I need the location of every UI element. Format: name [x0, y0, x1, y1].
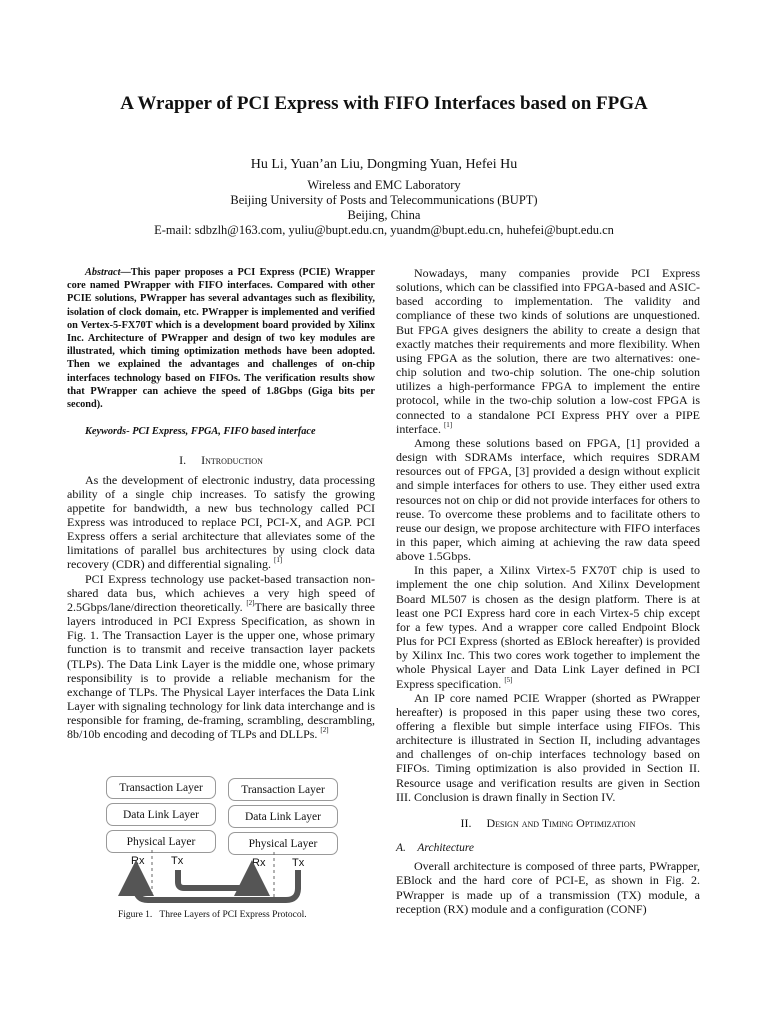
- body-paragraph: In this paper, a Xilinx Virtex-5 FX70T chip is used to implement the one chip solution. And Xilinx Development Board ML507 is chosen as the design platform. There is at least one PCI Express hard core in each Virtex-5 chip except for a few types. And a wrapper core called Endpoint Block Plus for PCI Express (shorted as EBlock hereafter) is provided by Xilinx Inc. This two cores work together to implement the whole Physical Layer and Data Link Layer defined in PCI Express specification. [5]: [396, 563, 700, 691]
- tx-label: Tx: [171, 855, 184, 867]
- abstract-text: —This paper proposes a PCI Express (PCIE) Wrapper core named PWrapper with FIFO interfaces. Compared with other PCIE solutions, PWrapper has several advantages such as flexibility, isolation of clock domain, etc. PWrapper is implemented and verified on Vertex-5-FX70T which is a development board provided by Xilinx Inc. Architecture of PWrapper and design of two key modules are illustrated, which timing optimization methods have been adopted. Then we explained the advantages and challenges of on-chip interfaces technology based on FIFOs. The verification results show that PWrapper can achieve the speed of 1.8Gbps (Giga bits per second).: [67, 267, 375, 411]
- abstract-label: Abstract: [85, 267, 121, 278]
- right-column: [396, 266, 700, 916]
- citation-ref: [1]: [274, 556, 283, 565]
- intro-paragraph-2: PCI Express technology use packet-based transaction non-shared data bus, which achieves a very high speed of 2.5Gbps/lane/direction theoretically. [2]There are basically three layers introduced in PCI Express Specification, as shown in Fig. 1. The Transaction Layer is the upper one, whose primary function is to transmit and receive transaction layer packets (TLPs). The Data Link Layer is the middle one, whose primary responsibility is to provide a reliable mechanism for the exchange of TLPs. The Physical Layer interfaces the Data Link Layer with signaling technology for link data interchange and is responsible for framing, de-framing, scrambling, descrambling, 8b/10b encoding and decoding of TLPs and DLLPs. [2]: [67, 571, 375, 742]
- figure-caption: Figure 1. Three Layers of PCI Express Protocol.: [118, 910, 307, 920]
- transmission-arrows-diagram: [100, 848, 330, 908]
- intro-paragraph-1: As the development of electronic industry, data processing ability of a single chip increases. To satisfy the growing appetite for bandwidth, a new bus technology called PCI Express was introduced to replace PCI, PCI-X, and AGP. PCI Express offers a serial architecture that alleviates some of the limitations of parallel bus architectures by using clock data recovery (CDR) and differential signaling. [1]: [67, 472, 375, 572]
- citation-ref: [2]: [246, 598, 255, 607]
- abstract: [67, 266, 375, 411]
- subsection-number: A.: [396, 842, 406, 855]
- affiliation-lab: Wireless and EMC Laboratory: [307, 178, 461, 192]
- layer-box-data-link: Data Link Layer: [228, 805, 338, 828]
- paper-title: A Wrapper of PCI Express with FIFO Interfaces based on FPGA: [120, 93, 648, 114]
- arrow-tx-to-rx: [178, 870, 252, 888]
- layer-box-transaction: Transaction Layer: [228, 778, 338, 801]
- layer-box-data-link: Data Link Layer: [106, 803, 216, 826]
- body-paragraph: Overall architecture is composed of three parts, PWrapper, EBlock and the hard core of PCI-E, as shown in Fig. 2. PWrapper is made up of a transmission (TX) module, a reception (RX) module and a configuration (CONF): [396, 859, 700, 916]
- body-paragraph: Nowadays, many companies provide PCI Express solutions, which can be classified into FPGA-based and ASIC-based according to implementation. The validity and compliance of these two kinds of solutions are unquestioned. But FPGA gives designers the ability to create a design that exactly matches their requirements and more flexibility. When using FPGA as the solution, there are two alternatives: one-chip solution and two-chip solution. The one-chip solution utilizes a high-performance FPGA to implement the entire protocol, while in the two-chip solution a low-cost FPGA is connected to a standalone PCI Express PHY over a PIPE interface. [1]: [396, 266, 700, 436]
- section-heading-introduction: [67, 453, 375, 467]
- left-column: [67, 266, 375, 742]
- affiliation-email: E-mail: sdbzlh@163.com, yuliu@bupt.edu.cn, yuandm@bupt.edu.cn, huhefei@bupt.edu.cn: [154, 223, 614, 237]
- citation-ref: [5]: [504, 675, 513, 684]
- layer-dividers: [152, 850, 274, 900]
- section-title: Introduction: [201, 453, 263, 468]
- body-paragraph: An IP core named PCIE Wrapper (shorted as PWrapper hereafter) is proposed in this paper using these two cores, offering a flexible but simple interface using FIFOs. This architecture is illustrated in Section II, including advantages and challenges of on-chip interfaces technology based on FIFOs. Timing optimization is also provided in Section II. Resource usage and verification results are given in Section III. Conclusion is drawn finally in Section IV.: [396, 690, 700, 804]
- subsection-heading-architecture: [396, 841, 700, 855]
- section-number: II.: [460, 815, 472, 830]
- body-paragraph: Among these solutions based on FPGA, [1] provided a design with SDRAMs interface, which requires SDRAM resources out of FPGA, [3] provided a design without explicit and simple interfaces for others to use. They either used extra resources not on chip or did not provide interfaces for others to reuse. To overcome these problems and to facilitate others to reuse our design, we propose architecture with FIFO interfaces in this paper, which aiming at achieving the raw data speed above 1.5Gbps.: [396, 435, 700, 564]
- affiliation-location: Beijing, China: [347, 208, 421, 222]
- rx-label: Rx: [131, 855, 145, 867]
- subsection-title: Architecture: [417, 842, 475, 855]
- layer-box-physical: Physical Layer: [106, 830, 216, 853]
- keywords: Keywords- PCI Express, FPGA, FIFO based interface: [85, 426, 316, 438]
- affiliation-university: Beijing University of Posts and Telecommunications (BUPT): [230, 193, 538, 207]
- section-heading-design: [396, 816, 700, 830]
- section-title: Design and Timing Optimization: [486, 815, 636, 830]
- tx-label: Tx: [292, 857, 305, 869]
- section-number: I.: [179, 453, 187, 468]
- author-list: Hu Li, Yuan’an Liu, Dongming Yuan, Hefei Hu: [250, 157, 518, 172]
- layer-box-transaction: Transaction Layer: [106, 776, 216, 799]
- rx-label: Rx: [252, 857, 266, 869]
- layer-box-physical: Physical Layer: [228, 832, 338, 855]
- citation-ref: [1]: [443, 420, 453, 429]
- citation-ref: [2]: [320, 726, 329, 735]
